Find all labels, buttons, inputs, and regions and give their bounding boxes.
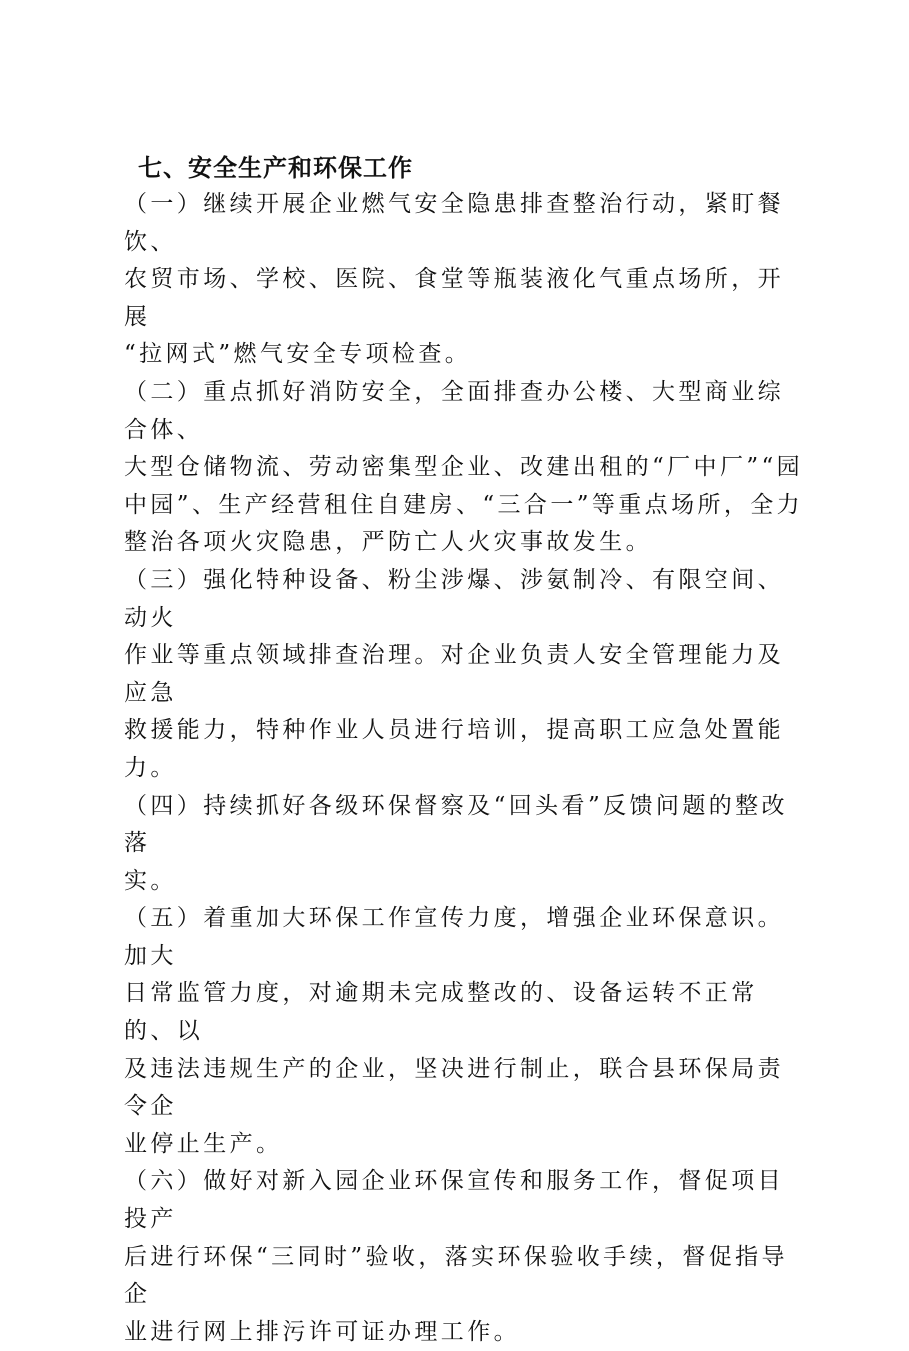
paragraph-line: （二）重点抓好消防安全，全面排查办公楼、大型商业综合体、 <box>124 378 784 443</box>
paragraph-line: 日常监管力度，对逾期未完成整改的、设备运转不正常的、以 <box>124 980 758 1045</box>
paragraph-line: 后进行环保“三同时”验收，落实环保验收手续，督促指导企 <box>124 1243 788 1308</box>
section-title: 七、安全生产和环保工作 <box>138 154 413 182</box>
paragraph-line: （六）做好对新入园企业环保宣传和服务工作，督促项目投产 <box>124 1168 784 1233</box>
paragraph-line: 大型仓储物流、劳动密集型企业、改建出租的“厂中厂”“园 <box>124 454 804 481</box>
paragraph-line: 业进行网上排污许可证办理工作。 <box>124 1318 520 1345</box>
paragraph-line: 及违法违规生产的企业，坚决进行制止，联合县环保局责令企 <box>124 1055 784 1120</box>
paragraph-line: 中园”、生产经营租住自建房、“三合一”等重点场所，全力 <box>124 491 804 518</box>
paragraph-line: 整治各项火灾隐患，严防亡人火灾事故发生。 <box>124 529 652 556</box>
paragraph-line: 救援能力，特种作业人员进行培训，提高职工应急处置能力。 <box>124 717 784 781</box>
paragraph-line: （三）强化特种设备、粉尘涉爆、涉氨制冷、有限空间、动火 <box>124 566 784 631</box>
paragraph-1 <box>124 186 804 374</box>
paragraph-line: （一）继续开展企业燃气安全隐患排查整治行动，紧盯餐饮、 <box>124 191 784 255</box>
document-body <box>124 150 804 1351</box>
paragraph-6 <box>124 1163 804 1351</box>
paragraph-line: （四）持续抓好各级环保督察及“回头看”反馈问题的整改落 <box>124 792 788 857</box>
paragraph-3 <box>124 562 804 788</box>
paragraph-line: （五）着重加大环保工作宣传力度，增强企业环保意识。加大 <box>124 905 784 969</box>
paragraph-line: “拉网式”燃气安全专项检查。 <box>124 341 472 368</box>
paragraph-5 <box>124 900 804 1163</box>
paragraph-line: 作业等重点领域排查治理。对企业负责人安全管理能力及应急 <box>124 642 784 706</box>
paragraph-line: 业停止生产。 <box>124 1130 283 1157</box>
paragraph-line: 农贸市场、学校、医院、食堂等瓶装液化气重点场所，开展 <box>124 266 784 330</box>
paragraph-4 <box>124 788 804 901</box>
paragraph-line: 实。 <box>124 867 177 894</box>
paragraph-2 <box>124 374 804 562</box>
